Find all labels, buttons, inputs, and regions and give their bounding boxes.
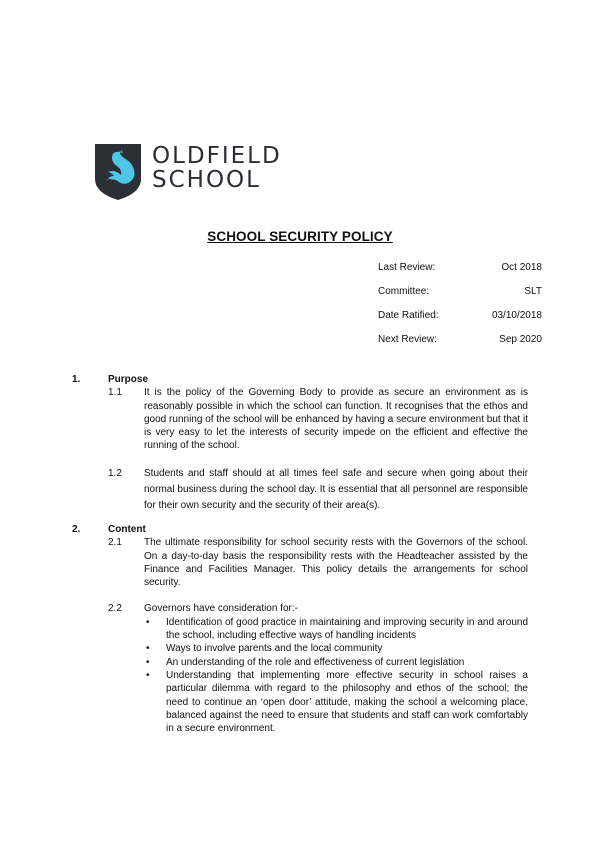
paragraph-number: 2.2	[108, 603, 122, 615]
section-content	[72, 523, 528, 735]
list-item	[144, 656, 528, 669]
paragraph-text: It is the policy of the Governing Body to provide as secure an environment as is reasonably possible in which the school can function. It recognises that the ethos and good running of the school will be enhanced by having a secure environment but that it is very easy to let the interests of security impede on the efficient and effective the running of the school.	[144, 387, 528, 452]
section-heading	[72, 373, 528, 386]
paragraph-1-1	[72, 386, 528, 452]
list-item	[144, 642, 528, 655]
meta-label: Date Ratified:	[378, 310, 439, 321]
governor-considerations-list	[144, 616, 528, 736]
section-title: Content	[108, 524, 146, 535]
paragraph-number: 1.2	[108, 467, 122, 479]
school-logo	[94, 143, 282, 201]
wordmark-line-2: SCHOOL	[152, 167, 261, 193]
meta-value: 03/10/2018	[491, 310, 542, 321]
bullet-icon: •	[146, 656, 150, 668]
list-item-text: Ways to involve parents and the local community	[166, 643, 383, 655]
meta-value: Sep 2020	[499, 334, 542, 345]
paragraph-1-2	[72, 466, 528, 514]
paragraph-number: 2.1	[108, 537, 122, 549]
bullet-icon: •	[146, 616, 150, 628]
section-title: Purpose	[108, 374, 149, 385]
section-heading	[72, 523, 528, 536]
list-item-text: Understanding that implementing more effective security in school raises a particular dilemma with regard to the philosophy and ethos of the school; the need to continue an ‘open door’ attitude, making the school a welcoming place, balanced against the need to ensure that students and staff can work comfortably in a secure environment.	[166, 669, 528, 735]
paragraph-text: Governors have consideration for:-	[144, 603, 298, 615]
meta-label: Committee:	[378, 286, 430, 297]
meta-row-last-review	[378, 262, 542, 286]
list-item-text: Identification of good practice in maintaining and improving security in and around the school, including effective ways of handling incidents	[166, 616, 528, 642]
meta-label: Last Review:	[378, 262, 436, 273]
meta-row-committee	[378, 286, 542, 310]
meta-value: Oct 2018	[501, 262, 542, 273]
paragraph-2-2	[72, 602, 528, 615]
bullet-icon: •	[146, 643, 150, 655]
meta-row-date-ratified	[378, 310, 542, 334]
paragraph-number: 1.1	[108, 387, 122, 399]
school-wordmark	[152, 144, 282, 192]
section-purpose	[72, 373, 528, 514]
bullet-icon: •	[146, 669, 150, 681]
document-title: SCHOOL SECURITY POLICY	[207, 229, 393, 244]
section-number: 2.	[72, 524, 81, 535]
meta-label: Next Review:	[378, 334, 437, 345]
swan-shield-icon	[94, 143, 142, 201]
paragraph-2-1	[72, 536, 528, 589]
meta-row-next-review	[378, 334, 542, 358]
paragraph-text: Students and staff should at all times feel safe and secure when going about their normal business during the school day. It is essential that all personnel are responsible for their own security and the security of their area(s).	[144, 467, 528, 511]
list-item	[144, 616, 528, 643]
meta-value: SLT	[524, 286, 542, 297]
list-item	[144, 669, 528, 735]
list-item-text: An understanding of the role and effectiveness of current legislation	[166, 656, 465, 668]
review-meta-table	[378, 262, 542, 358]
section-number: 1.	[72, 374, 81, 385]
wordmark-line-1: OLDFIELD	[152, 143, 282, 169]
paragraph-text: The ultimate responsibility for school security rests with the Governors of the school. On a day-to-day basis the responsibility rests with the Headteacher assisted by the Finance and Facilities Manager. This policy details the arrangements for school security.	[144, 537, 528, 589]
